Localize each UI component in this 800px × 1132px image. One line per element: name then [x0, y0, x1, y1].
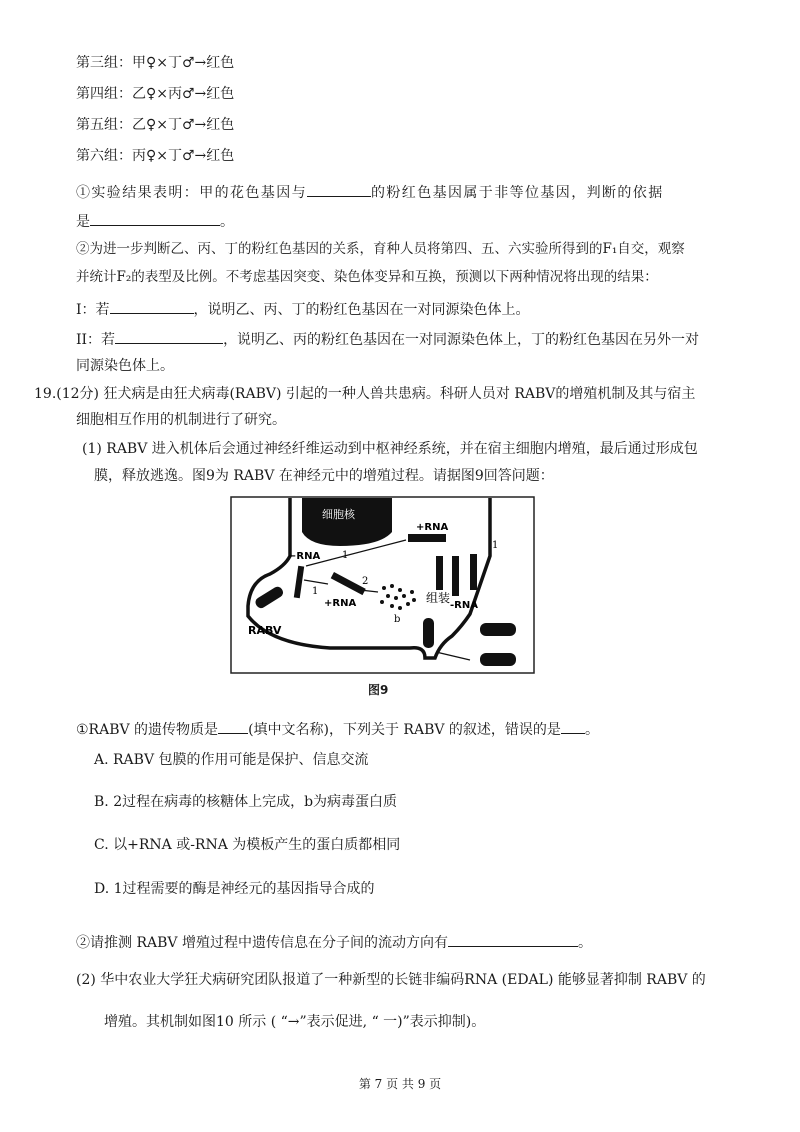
q19-head-line1: 19.(12分) 狂犬病是由狂犬病毒(RABV) 引起的一种人兽共患病。科研人员对 RABV的增殖机制及其与宿主 — [34, 386, 696, 402]
q19-sub2-line1: (2) 华中农业大学狂犬病研究团队报道了一种新型的长链非编码RNA (EDAL) 能够显著抑制 RABV 的 — [76, 972, 706, 988]
protein-dots — [380, 584, 416, 610]
group-4-line — [76, 84, 234, 104]
assembly-label: 组装 — [426, 591, 451, 605]
q19-q1-text-a: ①RABV 的遗传物质是 — [76, 722, 219, 738]
group-3-line — [76, 53, 234, 73]
q18-case2-line — [76, 329, 699, 350]
group-5-cross: 乙♀×丁♂→红色 — [132, 117, 235, 133]
q19-sub1-line2: 膜，释放逃逸。图9为 RABV 在神经元中的增殖过程。请据图9回答问题： — [94, 468, 554, 484]
step-2-label: 2 — [362, 576, 369, 587]
answer-blank[interactable] — [110, 299, 194, 314]
q19-q1-text-b: (填中文名称)，下列关于 RABV 的叙述，错误的是 — [248, 722, 561, 738]
q18-part1-text-d: 。 — [220, 214, 234, 230]
group-5-label: 第五组： — [76, 117, 132, 133]
group-5-line — [76, 115, 234, 135]
figure-caption: 图9 — [368, 683, 389, 697]
option-c: C. 以+RNA 或-RNA 为模板产生的蛋白质都相同 — [94, 837, 401, 853]
group-3-cross: 甲♀×丁♂→红色 — [132, 55, 235, 71]
q19-sub1-line1: (1) RABV 进入机体后会通过神经纤维运动到中枢神经系统，并在宿主细胞内增殖，最后通过形成包 — [82, 441, 698, 457]
q18-case2-text-a: II：若 — [76, 332, 116, 348]
q18-case1-line — [76, 299, 530, 320]
q19-q1-text-c: 。 — [584, 722, 599, 738]
answer-blank[interactable] — [307, 182, 371, 197]
step-1-label-top: 1 — [342, 550, 349, 561]
q19-q2-line — [76, 932, 592, 953]
q19-q2-text-b: 。 — [577, 935, 592, 951]
page-footer: 第 7 页 共 9 页 — [358, 1077, 442, 1091]
plus-rna-label-top: +RNA — [416, 522, 449, 533]
q18-part1-line2 — [76, 211, 234, 232]
q18-case1-text-a: I：若 — [76, 302, 110, 318]
q18-case1-text-b: ，说明乙、丙、丁的粉红色基因在一对同源染色体上。 — [193, 302, 530, 318]
group-6-label: 第六组： — [76, 148, 132, 164]
step-1-label-left: 1 — [312, 586, 319, 597]
group-3-label: 第三组： — [76, 55, 132, 71]
group-6-cross: 丙♀×丁♂→红色 — [132, 148, 235, 164]
q18-part2-line2: 并统计F₂的表型及比例。不考虑基因突变、染色体变异和互换，预测以下两种情况将出现的结果： — [76, 269, 658, 285]
q18-part2-line1: ②为进一步判断乙、丙、丁的粉红色基因的关系，育种人员将第四、五、六实验所得到的F₁自交，观察 — [76, 241, 685, 257]
released-virus-2 — [480, 653, 516, 666]
step-1-label-right: 1 — [492, 540, 499, 551]
virus-entering — [248, 585, 285, 637]
option-a: A. RABV 包膜的作用可能是保护、信息交流 — [94, 752, 369, 768]
q19-q1-line — [76, 719, 599, 740]
plus-rna-label-mid: +RNA — [324, 598, 357, 609]
released-virus-1 — [480, 623, 516, 636]
option-d: D. 1过程需要的酶是神经元的基因指导合成的 — [94, 881, 375, 897]
q18-part1-text-b: 的粉红色基因属于非等位基因，判断的依据 — [371, 185, 664, 201]
answer-blank[interactable] — [448, 932, 578, 947]
answer-blank[interactable] — [561, 719, 585, 734]
q19-sub2-line2: 增殖。其机制如图10 所示 ( “→”表示促进, “ 一)”表示抑制)。 — [104, 1014, 486, 1030]
nucleus — [302, 498, 392, 546]
release-arrow — [436, 652, 470, 660]
b-label: b — [394, 614, 401, 625]
q18-part1-line1 — [76, 182, 664, 203]
group-6-line — [76, 146, 234, 166]
rabv-label: RABV — [248, 624, 282, 637]
q18-part1-text-a: ①实验结果表明：甲的花色基因与 — [76, 185, 307, 201]
q18-case2-line2: 同源染色体上。 — [76, 358, 174, 374]
option-b: B. 2过程在病毒的核糖体上完成，b为病毒蛋白质 — [94, 794, 398, 810]
rna-strand-mid — [324, 572, 369, 609]
rna-strand-top — [408, 522, 448, 542]
nucleus-label: 细胞核 — [322, 508, 355, 521]
minus-rna-label-left: −RNA — [288, 551, 321, 562]
minus-rna-label-right: -RNA — [450, 600, 478, 611]
q18-part1-text-c: 是 — [76, 214, 90, 230]
arrow-1-left — [304, 580, 328, 584]
answer-blank[interactable] — [90, 211, 220, 226]
group-4-label: 第四组： — [76, 86, 132, 102]
q19-q2-text-a: ②请推测 RABV 增殖过程中遗传信息在分子间的流动方向有 — [76, 935, 448, 951]
q19-head-line2: 细胞相互作用的机制进行了研究。 — [76, 412, 286, 428]
rabv-replication-figure — [230, 496, 535, 674]
answer-blank[interactable] — [115, 329, 223, 344]
answer-blank[interactable] — [218, 719, 248, 734]
budding-virus — [423, 618, 434, 648]
q18-case2-text-b: ，说明乙、丙的粉红色基因在一对同源染色体上，丁的粉红色基因在另外一对 — [223, 332, 700, 348]
group-4-cross: 乙♀×丙♂→红色 — [132, 86, 235, 102]
